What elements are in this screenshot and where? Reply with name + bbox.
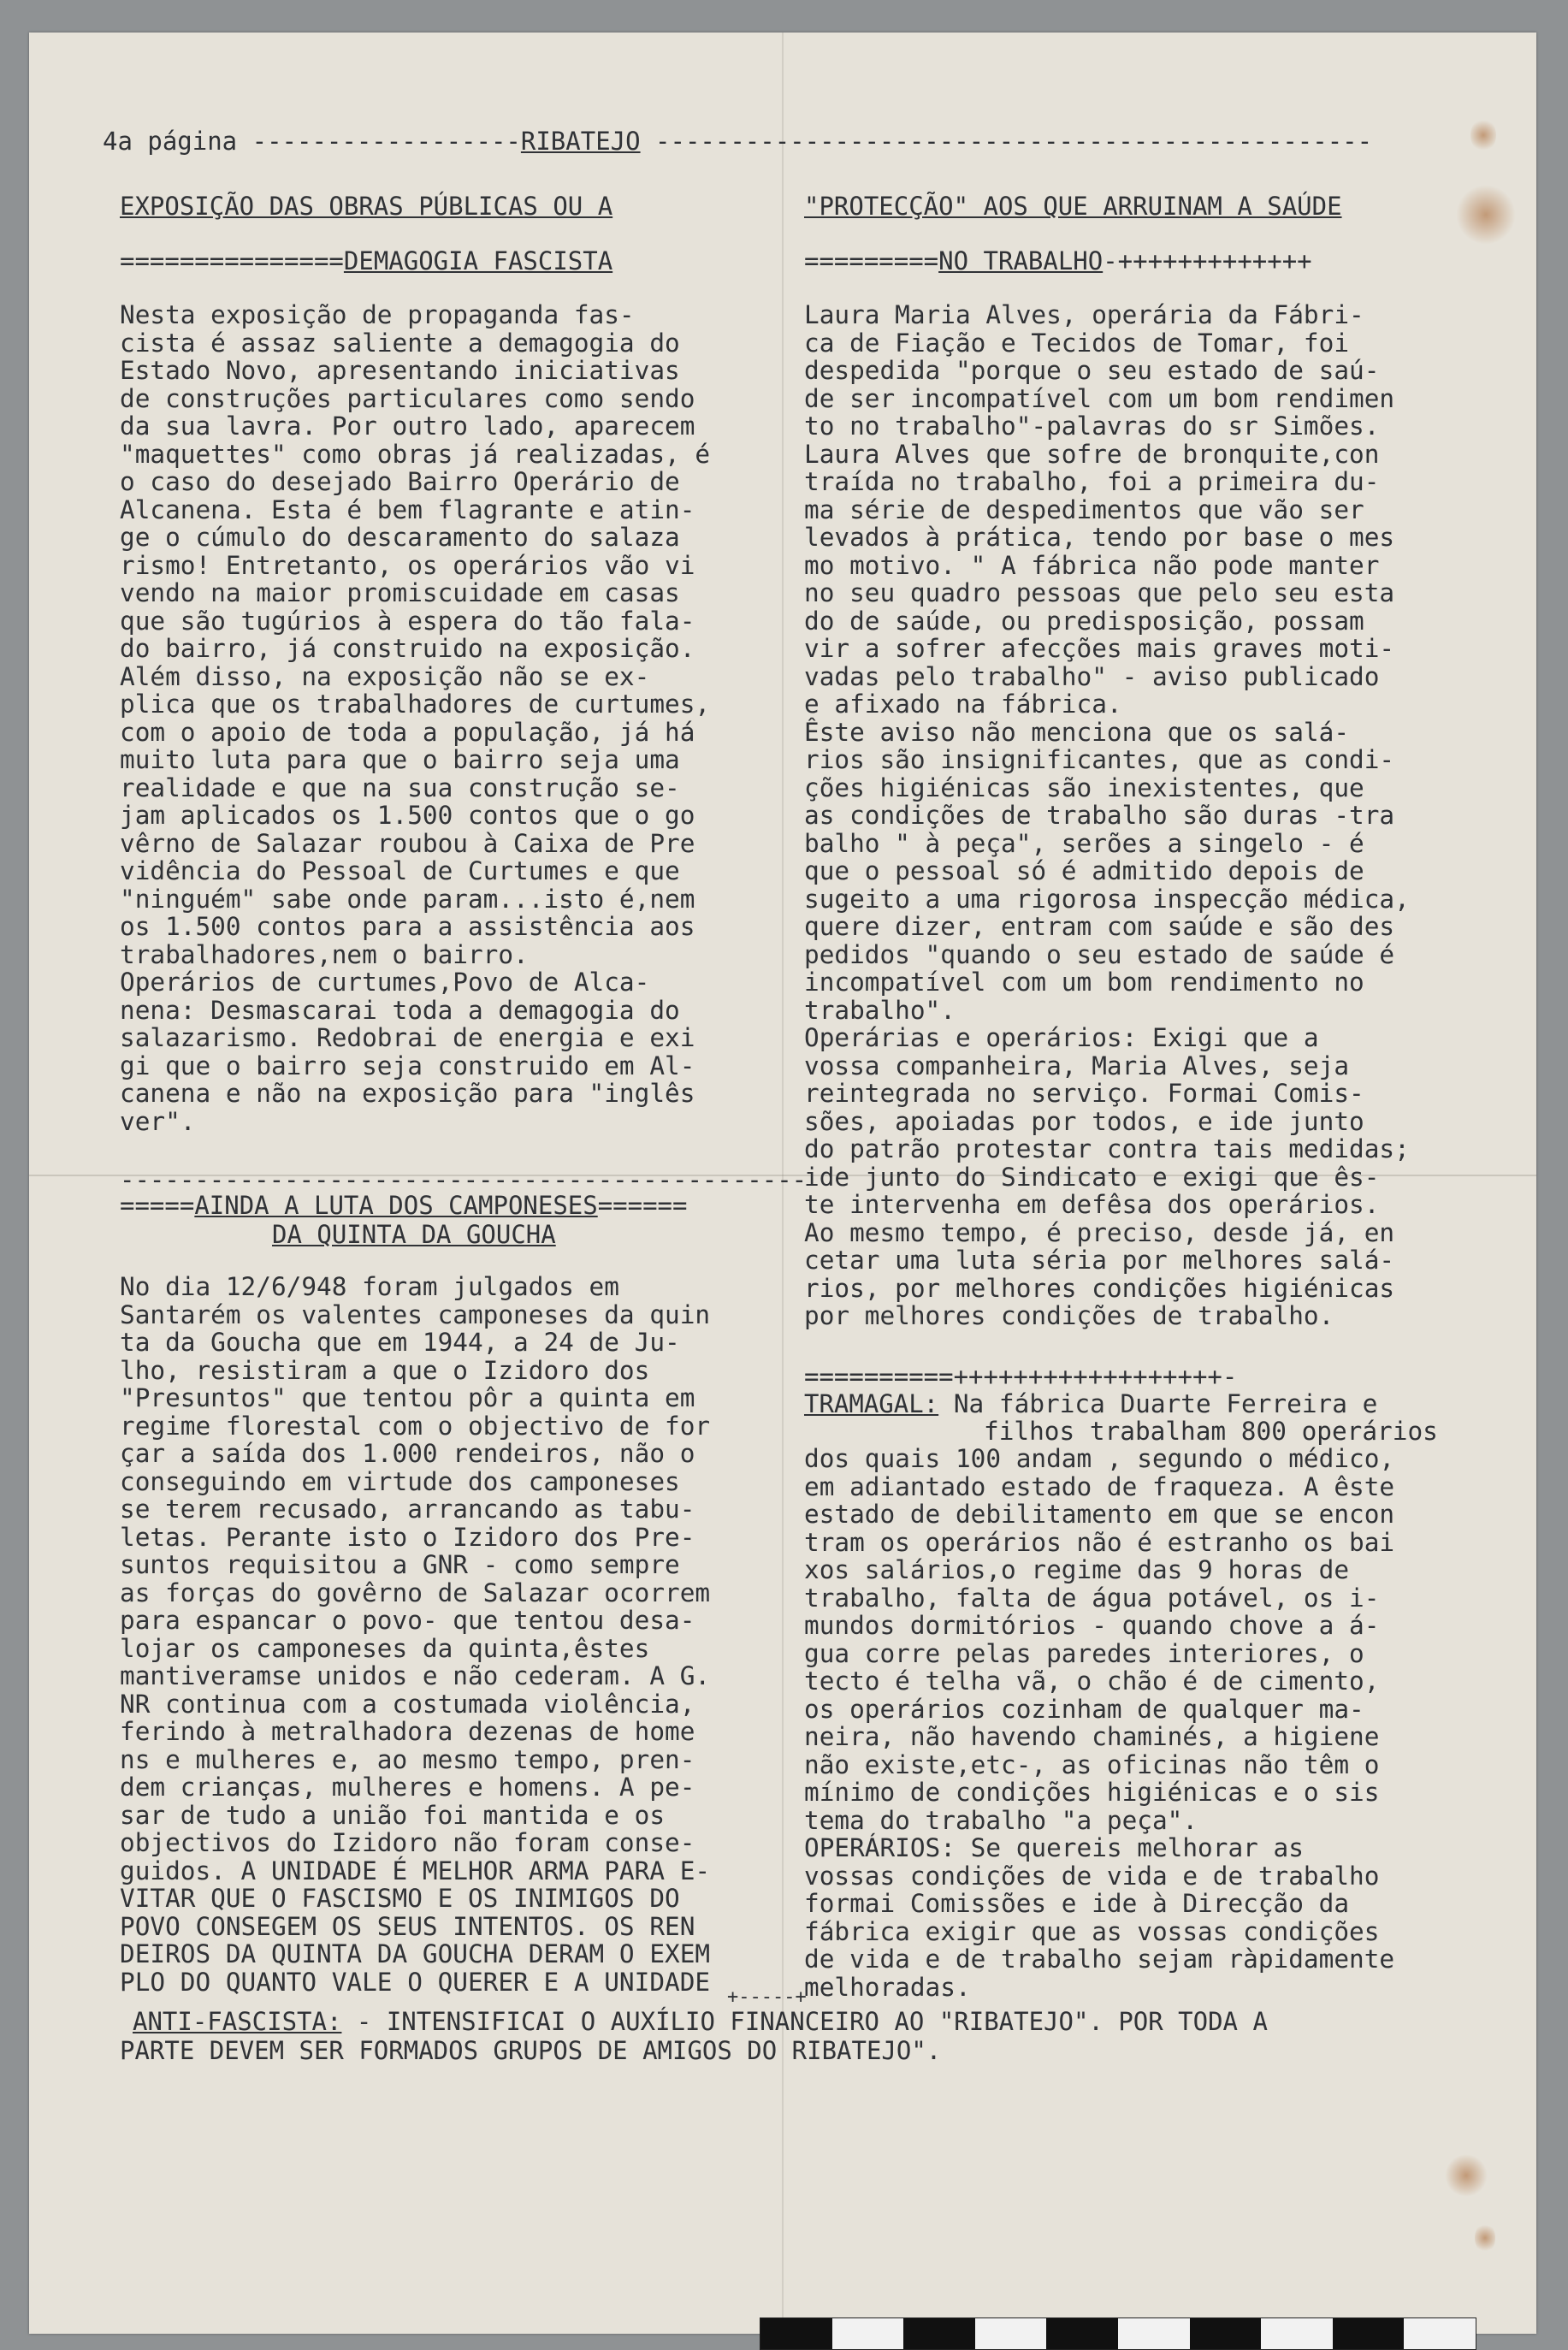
text-line: Ao mesmo tempo, é preciso, desde já, en [804,1217,1395,1247]
text-line: suntos requisitou a GNR - como sempre [120,1550,680,1579]
rust-stain [1445,2154,1488,2197]
text-line: tecto é telha vã, o chão é de cimento, [804,1666,1380,1696]
text-line: trabalhadores,nem o bairro. [120,939,529,969]
text-line: pedidos "quando o seu estado de saúde é [804,939,1395,969]
text-line: vir a sofrer afecções mais graves moti- [804,634,1395,663]
text-line: estado de debilitamento em que se encon [804,1500,1395,1529]
text-line: POVO CONSEGEM OS SEUS INTENTOS. OS REN [120,1911,695,1941]
text-line: gi que o bairro seja construido em Al- [120,1051,695,1080]
text-line: ma série de despedimentos que vão ser [804,494,1364,524]
text-line: formai Comissões e ide à Direcção da [804,1889,1350,1918]
text-line: dos quais 100 andam , segundo o médico, [804,1444,1395,1473]
text-line: tram os operários não é estranho os bai [804,1527,1395,1557]
text-line: mundos dormitórios - quando chove a á- [804,1611,1380,1640]
text-line: NR continua com a costumada violência, [120,1689,695,1719]
text-line: mo motivo. " A fábrica não pode manter [804,550,1380,580]
text-line: por melhores condições de trabalho. [804,1301,1334,1330]
text-line: OPERÁRIOS: Se quereis melhorar as [804,1833,1304,1862]
left-article1-title: EXPOSIÇÃO DAS OBRAS PÚBLICAS OU A [120,192,613,221]
text-line: No dia 12/6/948 foram julgados em [120,1272,619,1301]
text-line: Santarém os valentes camponeses da quin [120,1299,711,1329]
left-article2-body [120,1273,787,1996]
text-line: tema do trabalho "a peça". [804,1805,1198,1835]
page-header: 4a página ------------------RIBATEJO ------------------------------------------------ [103,127,1373,156]
text-line: Nesta exposição de propaganda fas- [120,300,635,329]
text-line: de vida e de trabalho sejam ràpidamente [804,1945,1395,1974]
text-line: rismo! Entretanto, os operários vão vi [120,550,695,580]
left-article2-title: AINDA A LUTA DOS CAMPONESES [194,1191,598,1220]
left-separator: ---------------------------------------------- [120,1165,808,1194]
text-line: cetar uma luta séria por melhores salá- [804,1246,1395,1275]
text-line: objectivos do Izidoro não foram conse- [120,1828,695,1857]
text-line: trabalho, falta de água potável, os i- [804,1583,1380,1613]
text-line: levados à prática, tendo por base o mes [804,523,1395,552]
text-line: PLO DO QUANTO VALE O QUERER E A UNIDADE [120,1967,711,1997]
text-line: para espancar o povo- que tentou desa- [120,1606,695,1635]
text-line: Alcanena. Esta é bem flagrante e atin- [120,494,695,524]
text-line: e afixado na fábrica. [804,690,1122,719]
text-line: mantiveramse unidos e não cederam. A G. [120,1661,711,1690]
text-line: ferindo à metralhadora dezenas de home [120,1717,695,1746]
text-line: cista é assaz saliente a demagogia do [120,328,680,358]
ruler-segment [1190,2318,1262,2349]
left-article1-subtitle-row: ===============DEMAGOGIA FASCISTA [120,246,613,275]
text-line: as condições de trabalho são duras -tra [804,801,1395,830]
text-line: ções higiénicas são inexistentes, que [804,772,1364,802]
text-line: sar de tudo a união foi mantida e os [120,1800,666,1830]
text-line: te intervenha em defêsa dos operários. [804,1190,1380,1219]
footer-label: ANTI-FASCISTA: [133,2007,342,2036]
ruler-segment [1333,2318,1405,2349]
text-line: "ninguém" sabe onde param...isto é,nem [120,884,695,914]
text-line: rios são insignificantes, que as condi- [804,745,1395,774]
text-line: melhoradas. [804,1972,971,2002]
text-line: realidade e que na sua construção se- [120,772,680,802]
text-line: dem crianças, mulheres e homens. A pe- [120,1773,695,1802]
text-line: Operários de curtumes,Povo de Alca- [120,968,650,997]
text-line: letas. Perante isto o Izidoro dos Pre- [120,1522,695,1552]
ruler-segment [1261,2318,1333,2349]
text-line: balho " à peça", serões a singelo - é [804,828,1364,858]
text-line: que são tugúrios à espera do tão fala- [120,606,695,636]
text-line: ca de Fiação e Tecidos de Tomar, foi [804,328,1350,358]
text-line: mínimo de condições higiénicas e o sis [804,1778,1380,1807]
text-line: ta da Goucha que em 1944, a 24 de Ju- [120,1328,680,1357]
text-line: o caso do desejado Bairro Operário de [120,467,680,496]
text-line: sugeito a uma rigorosa inspecção médica, [804,884,1410,914]
text-line: plica que os trabalhadores de curtumes, [120,690,711,719]
text-line: guidos. A UNIDADE É MELHOR ARMA PARA E- [120,1856,711,1885]
text-line: vêrno de Salazar roubou à Caixa de Pre [120,828,695,858]
rust-stain [1456,185,1516,245]
text-line: Laura Maria Alves, operária da Fábri- [804,300,1364,329]
right-article2-first-line [804,1389,1377,1418]
text-line: Êste aviso não menciona que os salá- [804,717,1350,747]
ruler-segment [975,2318,1047,2349]
text-line: gua corre pelas paredes interiores, o [804,1638,1364,1668]
page-number: 4a página [103,127,238,156]
text-line: ns e mulheres e, ao mesmo tempo, pren- [120,1744,695,1774]
text-line: Estado Novo, apresentando iniciativas [120,356,680,385]
ruler-segment [760,2318,832,2349]
ruler-segment [1046,2318,1118,2349]
right-article1-title: "PROTECÇÃO" AOS QUE ARRUINAM A SAÚDE [804,192,1342,221]
text-line: quere dizer, entram com saúde e são des [804,912,1395,941]
text-line: nena: Desmascarai toda a demagogia do [120,995,680,1025]
text-line: to no trabalho"-palavras do sr Simões. [804,411,1380,441]
text-line: vossas condições de vida e de trabalho [804,1861,1380,1891]
text-line: se terem recusado, arrancando as tabu- [120,1495,695,1524]
text-line: Operárias e operários: Exigi que a [804,1023,1319,1052]
text-line: lojar os camponeses da quinta,êstes [120,1633,650,1663]
right-article1-body [804,301,1471,1330]
text-line: çar a saída dos 1.000 rendeiros, não o [120,1439,695,1468]
text-line: incompatível com um bom rendimento no [804,968,1364,997]
text-line: ge o cúmulo do descaramento do salaza [120,523,680,552]
text-line: em adiantado estado de fraqueza. A êste [804,1471,1395,1501]
text-line: fábrica exigir que as vossas condições [804,1916,1380,1946]
ruler-segment [903,2318,975,2349]
text-line: de ser incompatível com um bom rendimen [804,383,1395,413]
text-line: com o apoio de toda a população, já há [120,717,695,747]
text-line: vendo na maior promiscuidade em casas [120,578,680,607]
text-line: vidência do Pessoal de Curtumes e que [120,856,680,885]
text-line: "maquettes" como obras já realizadas, é [120,439,711,469]
right-article2-body [804,1445,1471,2001]
text-line: despedida "porque o seu estado de saú- [804,356,1380,385]
text-line: da sua lavra. Por outro lado, aparecem [120,411,695,441]
text-line: ide junto do Sindicato e exigi que ês- [804,1162,1380,1192]
text-line: os 1.500 contos para a assistência aos [120,912,695,941]
text-line: vossa companheira, Maria Alves, seja [804,1051,1350,1080]
footer-separator: +-----+ [727,1986,807,2008]
ruler-segment [1404,2318,1476,2349]
text-line: do de saúde, ou predisposição, possam [804,606,1364,636]
text-line: muito luta para que o bairro seja uma [120,745,680,774]
text-line: não existe,etc-, as oficinas não têm o [804,1749,1380,1779]
text-line: sões, apoiadas por todos, e ide junto [804,1106,1364,1136]
text-line: do patrão protestar contra tais medidas; [804,1134,1410,1163]
ruler-segment [1118,2318,1190,2349]
text-line: vadas pelo trabalho" - aviso publicado [804,661,1380,691]
newspaper-name: RIBATEJO [520,127,641,156]
ruler-segment [832,2318,904,2349]
text-line: lho, resistiram a que o Izidoro dos [120,1355,650,1385]
text-line: traída no trabalho, foi a primeira du- [804,467,1380,496]
text-line: do bairro, já construido na exposição. [120,634,695,663]
text-line: ver". [120,1106,196,1136]
right-article2-second: filhos trabalham 800 operários [984,1417,1438,1446]
text-line: de construções particulares como sendo [120,383,695,413]
left-article2-title-row: =====AINDA A LUTA DOS CAMPONESES====== [120,1191,688,1220]
left-article1-body [120,301,787,1135]
text-line: Além disso, na exposição não se ex- [120,661,650,691]
text-line: "Presuntos" que tentou pôr a quinta em [120,1383,695,1412]
text-line: conseguindo em virtude dos camponeses [120,1466,680,1496]
text-line: canena e não na exposição para "inglês [120,1079,695,1108]
left-article2-subtitle: DA QUINTA DA GOUCHA [272,1220,556,1249]
right-article2-place: TRAMAGAL: [804,1389,939,1418]
text-line: VITAR QUE O FASCISMO E OS INIMIGOS DO [120,1884,680,1913]
text-line: trabalho". [804,995,956,1025]
text-line: jam aplicados os 1.500 contos que o go [120,801,695,830]
footer-line2: PARTE DEVEM SER FORMADOS GRUPOS DE AMIGOS DO RIBATEJO". [120,2036,942,2065]
text-line: os operários cozinham de qualquer ma- [804,1694,1364,1724]
footer-line1 [133,2007,1268,2036]
text-line: DEIROS DA QUINTA DA GOUCHA DERAM O EXEM [120,1939,711,1968]
text-line: que o pessoal só é admitido depois de [804,856,1364,885]
right-article1-subtitle-row: =========NO TRABALHO-+++++++++++++ [804,246,1312,275]
text-line: regime florestal com o objectivo de for [120,1411,711,1441]
text-line: rios, por melhores condições higiénicas [804,1273,1395,1303]
text-line: neira, não havendo chaminés, a higiene [804,1722,1380,1751]
right-separator: ==========++++++++++++++++++- [804,1362,1238,1391]
text-line: no seu quadro pessoas que pelo seu esta [804,578,1395,607]
text-line: reintegrada no serviço. Formai Comis- [804,1079,1364,1108]
left-article1-subtitle: DEMAGOGIA FASCISTA [343,246,613,275]
rust-stain [1470,118,1496,152]
text-line: xos salários,o regime das 9 horas de [804,1555,1350,1584]
right-article2-first: Na fábrica Duarte Ferreira e [953,1389,1378,1418]
rust-stain [1475,2223,1495,2253]
right-article1-subtitle: NO TRABALHO [938,246,1104,275]
footer-text1: - INTENSIFICAI O AUXÍLIO FINANCEIRO AO "RIBATEJO". POR TODA A [356,2007,1268,2036]
text-line: salazarismo. Redobrai de energia e exi [120,1023,695,1052]
text-line: as forças do govêrno de Salazar ocorrem [120,1578,711,1607]
text-line: Laura Alves que sofre de bronquite,con [804,439,1380,469]
scale-ruler [760,2317,1476,2350]
